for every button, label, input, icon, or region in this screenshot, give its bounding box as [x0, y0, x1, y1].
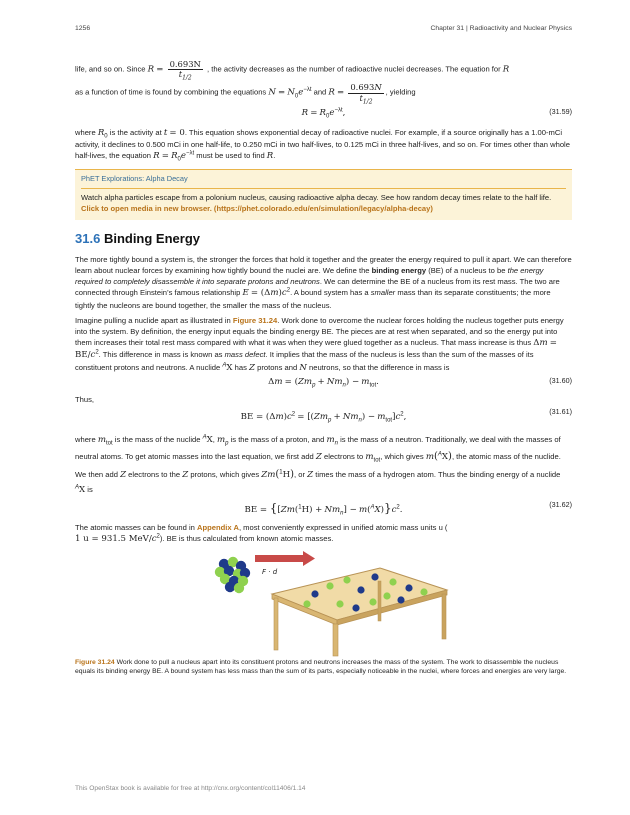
- phet-box: [75, 169, 572, 220]
- text: protons, which gives: [190, 469, 260, 479]
- phet-title: PhET Explorations: Alpha Decay: [81, 174, 566, 189]
- text: is the mass of a proton, and: [230, 435, 325, 445]
- table: [272, 568, 447, 656]
- text: protons and: [257, 362, 298, 372]
- text: as a function of time is found by combining the equations: [75, 88, 267, 98]
- term-binding-energy: binding energy: [371, 266, 427, 276]
- text: . This difference in mass is known as: [98, 350, 223, 360]
- phet-text: Watch alpha particles escape from a polonium nucleus, causing radioactive alpha decay. See how random decay times relate to the half life.: [81, 192, 552, 202]
- text: electrons to the: [128, 469, 181, 479]
- intro-paragraph-2: as a function of time is found by combining the equations $N = N_0e^{-\lambda t}$ and R = $\frac{0.693N}{t_{1/2}}$ , yielding: [75, 82, 416, 106]
- equation-number: (31.59): [549, 106, 572, 116]
- binding-energy-paragraph-1: The more tightly bound a system is, the stronger the forces that hold it together and the greater the energy required to pull it apart. We can therefore learn about nuclear forces by examining how tightly bound the nuclei are. We define the binding energy (BE) of a nucleus to be the energy required to completely disassemble it into separate protons and neutrons. We can determine the BE of a nucleus from its rest mass. The two are connected through Einstein’s famous relationship $E = (\Delta m)c^2$. A bound system has a smaller mass than its separate constituents; the more tightly the nucleons are bound together, the smaller the mass of the nucleus.: [75, 255, 572, 310]
- term-mass-defect: mass defect: [224, 350, 266, 360]
- phet-link[interactable]: Click to open media in new browser. (https://phet.colorado.edu/en/simulation/legacy/alpha-decay): [81, 203, 433, 213]
- equation-31-59: $R = R_0e^{-\lambda t}$, (31.59): [301, 106, 572, 120]
- thus-text: Thus,: [75, 395, 94, 405]
- figure-label: Figure 31.24: [75, 658, 115, 666]
- appendix-link[interactable]: Appendix A: [197, 523, 239, 533]
- text: , most conveniently expressed in unified atomic mass units u (: [238, 523, 448, 533]
- text: electrons to: [324, 452, 364, 462]
- text: must be used to find: [196, 151, 265, 161]
- equation-number: (31.60): [549, 376, 572, 386]
- nucleus-disassembly-illustration: [75, 546, 572, 658]
- text: The more tightly bound a system is, the stronger the forces that hold it together and the greater the energy required to pull it apart. We can therefore learn about nuclear forces by examining how tightly bound the nuclei are. We define the: [75, 255, 572, 276]
- text: . We can determine the BE of a nucleus from its rest mass. The two are connected through Einstein’s famous relationship: [75, 277, 560, 298]
- emphasis: smaller: [370, 288, 396, 298]
- equation-31-61: BE = $(\Delta m)c^2 = [(Zm_p + Nm_n) - m_{tot}]c^2$, (31.61): [240, 407, 572, 424]
- phet-body: [81, 192, 566, 214]
- page-content: [75, 60, 572, 676]
- text: . Work done to overcome the nuclear forces holding the nucleus together puts energy into the system. By definition, the energy input equals the binding energy BE. The pieces are at rest when separated, and so the energy put into them increases their total rest mass compared with what it was when they were glued together as a nucleus. That mass increase is thus: [75, 315, 564, 347]
- text: is: [87, 485, 93, 495]
- force-arrow: [255, 551, 315, 566]
- text: ,: [212, 435, 215, 445]
- equation-31-62: BE = $\{[Zm(^1H) + Nm_n] - m(^AX)\}c^2$. (31.62): [244, 500, 572, 517]
- figure-31-24: [75, 546, 572, 658]
- page-number: 1256: [75, 25, 91, 32]
- section-title: Binding Energy: [103, 230, 200, 246]
- definition: the energy required to completely disassemble it into separate protons and neutrons: [75, 266, 544, 287]
- intro-paragraph-1: life, and so on. Since R = $\frac{0.693N}{t_{1/2}}$ , the activity decreases as the number of radioactive nuclei decreases. The equation for R: [75, 59, 510, 82]
- text: is the mass of the nuclide: [114, 435, 201, 445]
- page-header: [75, 24, 572, 34]
- fraction: $\frac{0.693N}{t_{1/2}}$: [169, 59, 201, 82]
- equation-number: (31.61): [549, 407, 572, 417]
- footer-text: This OpenStax book is available for free at http://cnx.org/content/col11406/1.14: [75, 785, 306, 792]
- text: Imagine pulling a nuclide apart as illustrated in: [75, 315, 231, 325]
- text: where: [75, 435, 96, 445]
- text: . This equation shows exponential decay of radioactive nuclei. For example, if a source originally has a 1.00-mCi activity, it declines to 0.500 mCi in one half-life, to 0.250 mCi in two half-lives, to 0.125 mCi in three half-lives, and so on. For times other than whole half-lives, the equation: [75, 127, 570, 161]
- text: and: [313, 88, 327, 98]
- equation-31-60: $\Delta m = (Zm_p + Nm_n) - m_{tot}$. (31.60): [268, 376, 572, 389]
- text: . A bound system has a: [290, 288, 369, 298]
- binding-energy-paragraph-2: Imagine pulling a nuclide apart as illustrated in Figure 31.24. Work done to overcome the nuclear forces holding the nucleus together puts energy into the system. By definition, the energy input equals the binding energy BE. The pieces are at rest when separated, and so the energy put into them increases their total rest mass compared with what it was when they were glued together as a nucleus. That mass increase is thus $\Delta m = BE/c^2$. This difference in mass is known as mass defect. It implies that the mass of the nucleus is less than the sum of the masses of its constituent protons and neutrons. A nuclide $^A$X has Z protons and N neutrons, so that the difference in mass is: [75, 315, 564, 373]
- text: , the activity decreases as the number of radioactive nuclei decreases. The equation for: [207, 64, 501, 74]
- text: life, and so on. Since: [75, 64, 146, 74]
- text: times the mass of a hydrogen atom. Thus the binding energy of a nuclide: [315, 469, 561, 479]
- text: The atomic masses can be found in: [75, 523, 195, 533]
- force-label: F · d: [262, 567, 278, 576]
- figure-link[interactable]: Figure 31.24: [232, 315, 278, 325]
- chapter-title: Chapter 31 | Radioactivity and Nuclear Physics: [430, 25, 572, 32]
- text: . It implies that the mass of the nucleus is less than the sum of the masses of its constituent protons and neutrons. A nuclide: [75, 350, 534, 372]
- text: neutrons, so that the difference in mass is: [309, 362, 450, 372]
- text: (BE) of a nucleus to be: [428, 266, 506, 276]
- text: , the atomic mass of the nuclide. We then add: [75, 452, 561, 479]
- nucleus-cluster: [215, 557, 250, 593]
- text: , which gives: [380, 452, 424, 462]
- section-heading: [75, 230, 572, 249]
- text: ). BE is thus calculated from known atomic masses.: [159, 534, 334, 544]
- equation-number: (31.62): [549, 500, 572, 510]
- numerator: 0.693N: [169, 59, 201, 69]
- caption-text: Work done to pull a nucleus apart into its constituent protons and neutrons increases the mass of the system. The work to disassemble the nucleus equals its binding energy BE. A bound system has less mass than the sum of its parts, especially noticeable in the nuclei, where forces and energies are very large.: [75, 658, 567, 675]
- denominator: t: [178, 69, 183, 80]
- binding-energy-paragraph-4: The atomic masses can be found in Appendix A, most conveniently expressed in unified atomic mass units u ( 1 u = 931.5 MeV/$c^2$). BE is thus calculated from known atomic masses.: [75, 523, 448, 545]
- text: is the activity at: [109, 127, 162, 137]
- text: , or: [294, 469, 306, 479]
- text: has: [234, 362, 247, 372]
- binding-energy-paragraph-3: where $m_{tot}$ is the mass of the nuclide $^A$X, $m_p$ is the mass of a proton, and $m_n$ is the mass of a neutron. Traditionally, we deal with the masses of neutral atoms. To get atomic masses into the last equation, we first add Z electrons to $m_{tot}$, which gives m($^A$X), the atomic mass of the nuclide. We then add Z electrons to the Z protons, which gives Zm($^1$H), or Z times the mass of a hydrogen atom. Thus the binding energy of a nuclide $^A$X is: [75, 434, 561, 496]
- figure-caption: [75, 658, 572, 676]
- text: , yielding: [385, 88, 416, 98]
- intro-paragraph-3: where $R_0$ is the activity at t = 0. This equation shows exponential decay of radioactive nuclei. For example, if a source originally has a 1.00-mCi activity, it declines to 0.500 mCi in one half-life, to 0.250 mCi in two half-lives, to 0.125 mCi in three half-lives, and so on. For times other than whole half-lives, the equation $R = R_0e^{-\lambda t}$ must be used to find R.: [75, 127, 570, 163]
- text: mass than its separate constituents; the more tightly the nucleons are bound together, the smaller the mass of the nucleus.: [75, 288, 551, 310]
- text: where: [75, 127, 96, 137]
- text: is the mass of a neutron. Traditionally, we deal with the masses of neutral atoms. To get atomic masses into the last equation, we first add: [75, 435, 561, 462]
- section-number: 31.6: [75, 230, 101, 246]
